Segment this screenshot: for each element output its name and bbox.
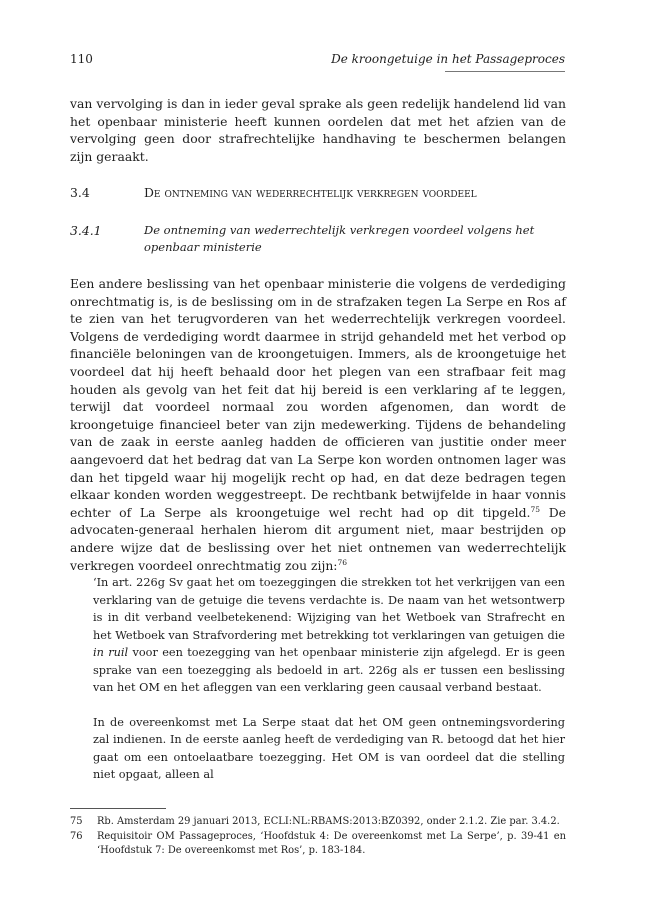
page-header	[70, 52, 565, 72]
footnote-76	[70, 830, 566, 859]
main-paragraph-text-2: De advocaten-generaal herhalen hierom dit argument niet, maar bestrijden op andere wijze dat de beslissing over het niet ontnemen van wederrechtelijk verkregen voordeel onrechtmatig zou zijn:	[70, 504, 566, 573]
quote-text-2: voor een toezegging van het openbaar ministerie zijn afgelegd. Er is geen sprake van een toezegging als bedoeld in art. 226g als er tussen een beslissing van het OM en het afleggen van een verklaring geen causaal verband bestaat.	[93, 646, 565, 694]
footnote-number: 75	[70, 816, 83, 827]
running-head: De kroongetuige in het Passageproces	[331, 52, 565, 66]
quote-emphasis: in ruil	[93, 646, 129, 659]
footnote-number: 76	[70, 830, 83, 842]
intro-paragraph: van vervolging is dan in ieder geval sprake als geen redelijk handelend lid van het openbaar ministerie heeft kunnen oordelen dat met het afzien van de vervolging geen door strafrechtelijke handhaving te beschermen belangen zijn geraakt.	[70, 96, 566, 164]
footnote-text: Rb. Amsterdam 29 januari 2013, ECLI:NL:RBAMS:2013:BZ0392, onder 2.1.2. Zie par. 3.4.2.	[97, 816, 560, 827]
subsection-number: 3.4.1	[70, 223, 102, 238]
footnotes	[70, 815, 566, 859]
block-quote	[93, 574, 565, 784]
footnote-ref-75: 75	[530, 504, 541, 514]
intro-paragraph-block	[70, 95, 566, 165]
header-rule	[445, 71, 565, 72]
footnote-text: Requisitoir OM Passageproces, ‘Hoofdstuk 4: De overeenkomst met La Serpe’, p. 39-41 en ‘Hoofdstuk 7: De overeenkomst met Ros’, p. 183-184.	[97, 830, 566, 856]
quote-paragraph-2: In de overeenkomst met La Serpe staat dat het OM geen ontnemingsvordering zal indienen. In de eerste aanleg heeft de verdediging van R. betoogd dat het hier gaat om een ontoelaatbare toezegging. Het OM is van oordeel dat die stelling niet opgaat, alleen al	[93, 715, 565, 781]
footnote-75	[70, 815, 566, 830]
subsection-title: De ontneming van wederrechtelijk verkregen voordeel volgens het openbaar ministerie	[144, 223, 535, 254]
page-number: 110	[70, 52, 93, 66]
footnote-ref-76: 76	[337, 557, 348, 567]
main-paragraph-block	[70, 275, 566, 574]
main-paragraph-text-1: Een andere beslissing van het openbaar ministerie die volgens de verdediging onrechtmatig is, is de beslissing om in de strafzaken tegen La Serpe en Ros af te zien van het terugvorderen van het wederrechtelijk verkregen voordeel. Volgens de verdediging wordt daarmee in strijd gehandeld met het verbod op financiële beloningen van de kroongetuigen. Immers, als de kroongetuige het voordeel dat hij heeft behaald door het plegen van een strafbaar feit mag houden als gevolg van het feit dat hij bereid is een verklaring af te leggen, terwijl dat voordeel normaal zou worden afgenomen, dan wordt de kroongetuige financieel beter van zijn medewerking. Tijdens de behandeling van de zaak in eerste aanleg hadden de officieren van justitie onder meer aangevoerd dat het bedrag dat van La Serpe kon worden ontnomen lager was dan het tipgeld waar hij mogelijk recht op had, en dat deze bedragen tegen elkaar konden worden weggestreept. De rechtbank betwijfelde in haar vonnis echter of La Serpe als kroongetuige wel recht had op dit tipgeld.	[70, 276, 566, 520]
main-paragraph	[70, 275, 566, 574]
quote-paragraph-1	[93, 574, 565, 697]
footnote-rule	[70, 808, 166, 809]
section-title: De ontneming van wederrechtelijk verkregen voordeel	[144, 185, 477, 200]
quote-text-1: ‘In art. 226g Sv gaat het om toezeggingen die strekken tot het verkrijgen van een verklaring van de getuige die tevens verdachte is. De naam van het wetsontwerp is in dit verband veelbetekenend: Wijziging van het Wetboek van Strafrecht en het Wetboek van Strafvordering met betrekking tot verklaringen van getuigen die	[93, 576, 565, 642]
section-number: 3.4	[70, 185, 90, 200]
